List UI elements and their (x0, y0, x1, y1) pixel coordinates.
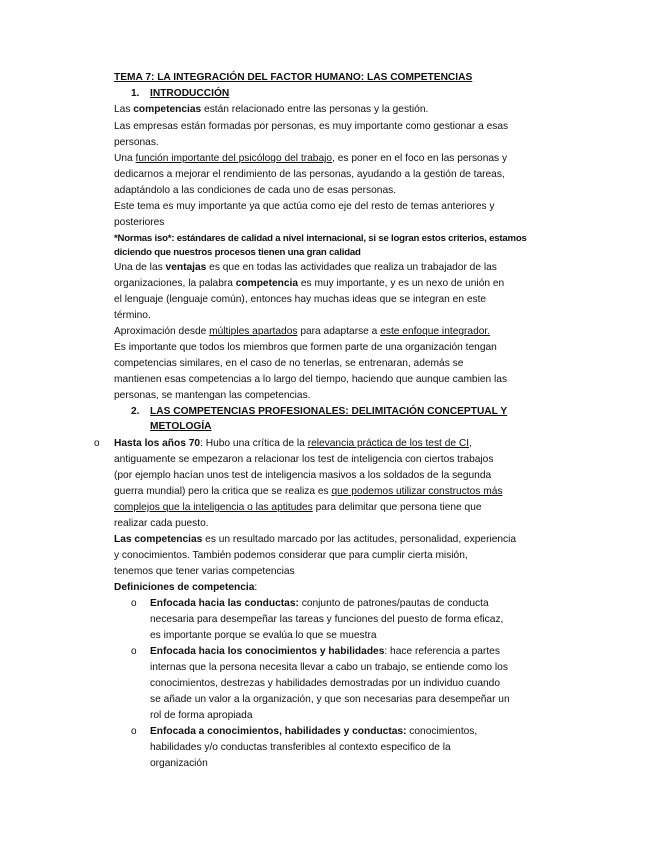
paragraph-line: (por ejemplo hacían unos test de inteligencia masivos a los soldados de la segunda (114, 470, 492, 481)
bullet-circle-icon: o (94, 438, 100, 449)
paragraph-line: adaptándolo a las condiciones de cada uno de esas personas. (114, 185, 397, 196)
paragraph-line: realizar cada puesto. (114, 518, 209, 529)
section-1-number: 1. (131, 88, 140, 99)
paragraph-line: Las competencias están relacionado entre las personas y la gestión. (114, 104, 429, 115)
paragraph-line: mantienen esas competencias a lo largo del tiempo, haciendo que aunque cambien las (114, 374, 508, 385)
bullet-circle-icon: o (131, 726, 137, 737)
paragraph-line: término. (114, 310, 151, 321)
paragraph-line: personas. (114, 137, 159, 148)
definition-line: internas que la persona necesita llevar a cabo un trabajo, se entiende como los (150, 662, 508, 673)
paragraph-line: Las empresas están formadas por personas, es muy importante como gestionar a esas (114, 121, 509, 132)
definition-line: habilidades y/o conductas transferibles al contexto especifico de la (150, 742, 451, 753)
paragraph-line: guerra mundial) pero la critica que se realiza es que podemos utilizar constructos más (114, 486, 503, 497)
bullet-circle-icon: o (131, 646, 137, 657)
paragraph-line: Las competencias es un resultado marcado por las actitudes, personalidad, experiencia (114, 534, 517, 545)
paragraph-line: y conocimientos. También podemos considerar que para cumplir cierta misión, (114, 550, 468, 561)
paragraph-line: Una de las ventajas es que en todas las actividades que realiza un trabajador de las (114, 262, 497, 273)
section-2-heading-cont: METOLOGÍA (150, 421, 212, 432)
paragraph-line: Una función importante del psicólogo del trabajo, es poner en el foco en las personas y (114, 153, 508, 164)
page-title: TEMA 7: LA INTEGRACIÓN DEL FACTOR HUMANO: LAS COMPETENCIAS (114, 72, 473, 83)
paragraph-line: personas, se mantengan las competencias. (114, 390, 311, 401)
paragraph-line: Aproximación desde múltiples apartados para adaptarse a este enfoque integrador. (114, 326, 491, 337)
paragraph-line: Es importante que todos los miembros que formen parte de una organización tengan (114, 342, 497, 353)
definition-line: rol de forma apropiada (150, 710, 253, 721)
definition-line: Enfocada a conocimientos, habilidades y conductas: conocimientos, (150, 726, 478, 737)
paragraph-line: posteriores (114, 217, 165, 228)
definition-line: es importante porque se evalúa lo que se muestra (150, 630, 377, 641)
definition-line: Enfocada hacia las conductas: conjunto de patrones/pautas de conducta (150, 598, 489, 609)
bullet-circle-icon: o (131, 598, 137, 609)
section-1-heading: INTRODUCCIÓN (150, 88, 230, 99)
paragraph-line: organizaciones, la palabra competencia es muy importante, y es un nexo de unión en (114, 278, 505, 289)
definition-line: Enfocada hacia los conocimientos y habilidades: hace referencia a partes (150, 646, 500, 657)
note-line: *Normas iso*: estándares de calidad a nivel internacional, si se logran estos criterios, estamos (114, 233, 527, 244)
paragraph-line: Este tema es muy importante ya que actúa como eje del resto de temas anteriores y (114, 201, 495, 212)
definition-line: se añade un valor a la organización, y que son necesarias para desempeñar un (150, 694, 510, 705)
paragraph-line: Hasta los años 70: Hubo una crítica de la relevancia práctica de los test de CI, (114, 438, 472, 449)
paragraph-line: complejos que la inteligencia o las aptitudes para delimitar que persona tiene que (114, 502, 482, 513)
definition-line: organización (150, 758, 208, 769)
section-2-number: 2. (131, 406, 140, 417)
paragraph-line: dedicarnos a mejorar el rendimiento de las personas, ayudando a la gestión de tareas, (114, 169, 505, 180)
paragraph-line: competencias similares, en el caso de no tenerlas, se entrenaran, además se (114, 358, 464, 369)
definition-line: conocimientos, destrezas y habilidades demostradas por un individuo cuando (150, 678, 500, 689)
note-line: diciendo que nuestros procesos tienen una gran calidad (114, 247, 361, 258)
definition-line: necesaria para desempeñar las tareas y funciones del puesto de forma eficaz, (150, 614, 504, 625)
definitions-heading: Definiciones de competencia: (114, 582, 258, 593)
paragraph-line: el lenguaje (lenguaje común), entonces hay muchas ideas que se integran en este (114, 294, 487, 305)
paragraph-line: antiguamente se empezaron a relacionar los test de inteligencia con ciertos trabajos (114, 454, 494, 465)
section-2-heading: LAS COMPETENCIAS PROFESIONALES: DELIMITACIÓN CONCEPTUAL Y (150, 406, 508, 417)
paragraph-line: tenemos que tener varias competencias (114, 566, 295, 577)
